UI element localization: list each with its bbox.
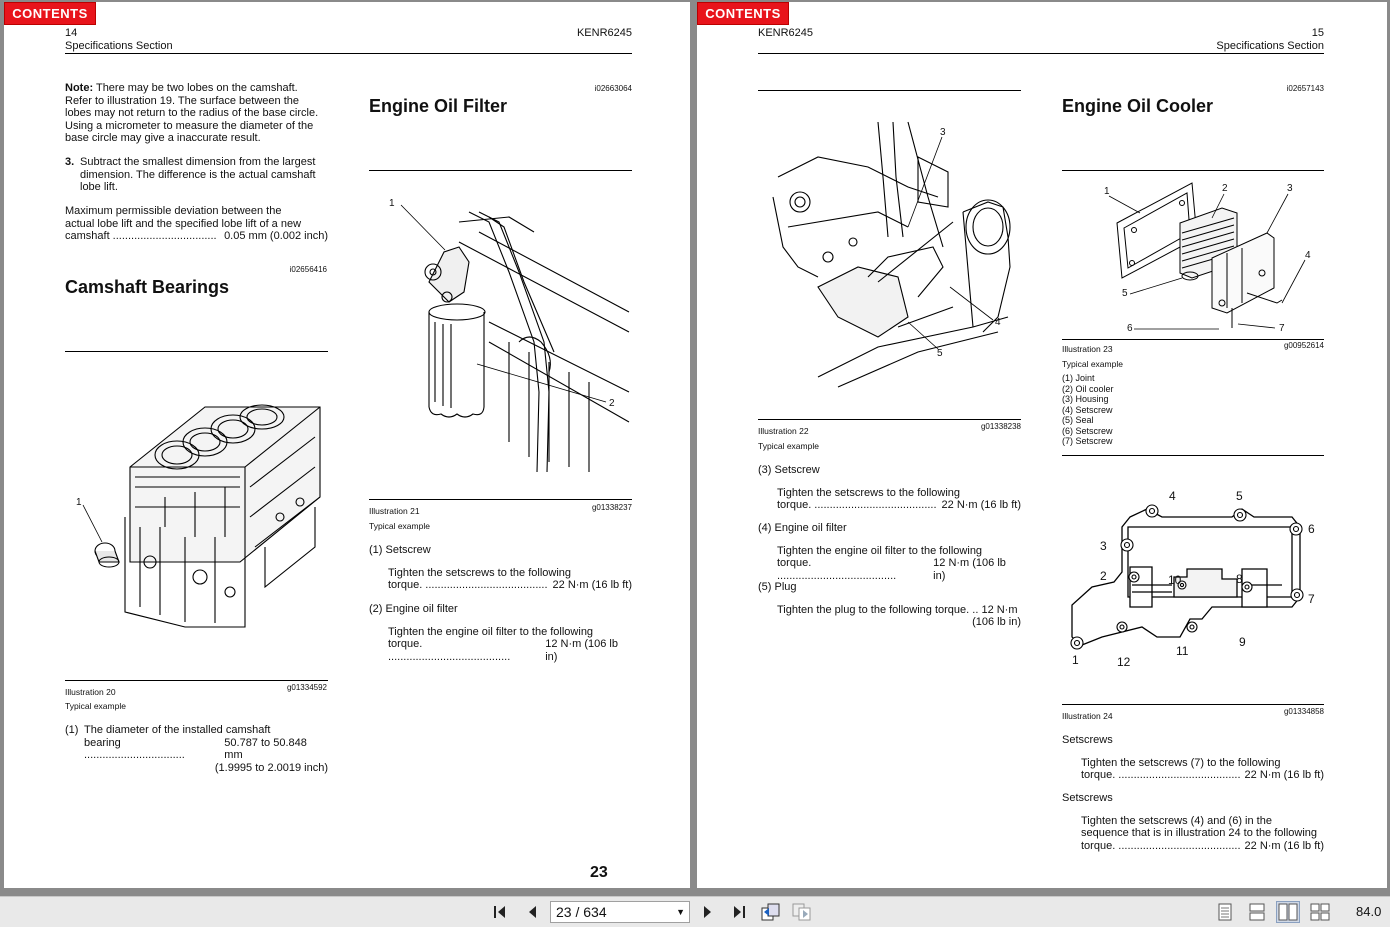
cooler-id: i02657143 (1286, 84, 1324, 93)
filter-oil-filter-item: (2) Engine oil filter Tighten the engine oil filter to the following torque. ........................................ 12 N·m (106 lb in) (369, 603, 618, 663)
ill24-label: Illustration 24 (1062, 711, 1113, 721)
doc-code: KENR6245 (576, 27, 632, 39)
ill23-legend: (1) Joint (2) Oil cooler (3) Housing (4) Setscrew (5) Seal (6) Setscrew (7) Setscrew (1062, 373, 1114, 446)
step-3: 3. Subtract the smallest dimension from the largest dimension. The difference is the actual camshaft lobe lift. (65, 156, 316, 193)
go-back-icon (760, 902, 782, 922)
ill23-callout-4: 4 (1305, 250, 1311, 261)
ill21-callout-1: 1 (389, 198, 395, 209)
ill20-code: g01334592 (286, 683, 327, 692)
previous-page-button[interactable] (520, 901, 544, 923)
left-page (4, 2, 690, 888)
single-page-view-button[interactable] (1213, 901, 1237, 923)
note-paragraph: Note: There may be two lobes on the camshaft. Refer to illustration 19. The surface between the lobes may not return to the radius of the base circle. Using a micrometer to measure the diameter of the base circle may give a inaccurate result. (65, 82, 319, 144)
first-page-button[interactable] (489, 901, 513, 923)
ill23-callout-5: 5 (1122, 288, 1128, 299)
filter-id: i02663064 (594, 84, 632, 93)
viewer-page-number: 23 (590, 864, 608, 881)
illustration-22-figure (758, 117, 1021, 397)
contents-button[interactable]: CONTENTS (4, 2, 96, 25)
ill23-callout-6: 6 (1127, 323, 1133, 334)
ill24-callout-9: 9 (1239, 635, 1246, 649)
item-5-plug: (5) Plug Tighten the plug to the following torque. .. 12 N·m (106 lb in) (758, 581, 1021, 628)
ill21-code: g01338237 (591, 503, 632, 512)
single-page-icon (1218, 903, 1232, 921)
ill21-label: Illustration 21 (369, 506, 420, 516)
continuous-icon (1249, 903, 1265, 921)
ill24-code: g01334858 (1283, 707, 1324, 716)
two-page-icon (1278, 903, 1298, 921)
ill22-caption: Typical example (758, 441, 819, 451)
continuous-view-button[interactable] (1245, 901, 1269, 923)
page-number-right: 15 (1311, 27, 1324, 39)
filter-setscrew-item: (1) Setscrew Tighten the setscrews to the following torque. ........................................ 22 N·m (16 lb ft) (369, 544, 632, 591)
right-page (697, 2, 1387, 888)
illustration-24-figure (1062, 487, 1324, 677)
item-4-oil-filter: (4) Engine oil filter Tighten the engine oil filter to the following torque. ....................................... 12 N·m (106 lb in) (758, 522, 1006, 582)
ill23-label: Illustration 23 (1062, 344, 1113, 354)
ill20-caption: Typical example (65, 701, 126, 711)
illustration-23-figure (1062, 178, 1324, 338)
ill24-callout-11: 11 (1176, 644, 1189, 658)
ill24-callout-4: 4 (1169, 489, 1176, 503)
last-page-icon (730, 904, 748, 920)
section-title-right: Specifications Section (1216, 40, 1324, 52)
ill23-code: g00952614 (1283, 341, 1324, 350)
ill21-callout-2: 2 (609, 398, 615, 409)
ill24-callout-2: 2 (1100, 569, 1107, 583)
ill24-callout-3: 3 (1100, 539, 1107, 553)
item-3-setscrew: (3) Setscrew Tighten the setscrews to the following torque. ........................................ 22 N·m (16 lb ft) (758, 464, 1021, 511)
ill20-callout-1: 1 (76, 497, 82, 508)
ill24-callout-5: 5 (1236, 489, 1243, 503)
next-page-button[interactable] (696, 901, 720, 923)
previous-page-icon (525, 904, 539, 920)
ill23-callout-2: 2 (1222, 183, 1228, 194)
ill24-callout-6: 6 (1308, 522, 1315, 536)
bearings-id: i02656416 (289, 265, 327, 274)
contents-button-right[interactable]: CONTENTS (697, 2, 789, 25)
two-page-continuous-icon (1310, 903, 1330, 921)
ill23-callout-1: 1 (1104, 186, 1110, 197)
setscrews-7-item: Setscrews Tighten the setscrews (7) to the following torque. ........................................ 22 N·m (16 lb ft) (1062, 734, 1324, 781)
ill22-code: g01338238 (980, 422, 1021, 431)
viewer-toolbar (0, 896, 1390, 927)
go-forward-icon (791, 902, 813, 922)
page-dropdown-icon[interactable]: ▼ (676, 907, 685, 917)
ill24-callout-7: 7 (1308, 592, 1315, 606)
max-deviation-paragraph: Maximum permissible deviation between the actual lobe lift and the specified lobe lift of a new camshaft .................................. 0.05 mm (0.002 inch) (65, 205, 328, 242)
first-page-icon (492, 904, 510, 920)
camshaft-bearings-heading: Camshaft Bearings (65, 277, 230, 297)
illustration-21-figure (369, 192, 632, 492)
ill24-callout-12: 12 (1117, 655, 1131, 669)
ill23-callout-7: 7 (1279, 323, 1285, 334)
section-title: Specifications Section (65, 40, 173, 52)
go-back-button[interactable] (759, 901, 783, 923)
ill24-callout-10: 10 (1168, 573, 1182, 587)
ill21-caption: Typical example (369, 521, 430, 531)
next-page-icon (701, 904, 715, 920)
ill22-label: Illustration 22 (758, 426, 809, 436)
page-number-input[interactable]: 23 / 634 ▼ (550, 901, 690, 923)
ill23-caption: Typical example (1062, 359, 1123, 369)
engine-oil-cooler-heading: Engine Oil Cooler (1062, 96, 1214, 116)
engine-oil-filter-heading: Engine Oil Filter (369, 96, 508, 116)
illustration-20-figure (65, 387, 328, 637)
ill24-callout-8: 8 (1236, 572, 1243, 586)
doc-code-right: KENR6245 (758, 27, 814, 39)
setscrews-4-6-item: Setscrews Tighten the setscrews (4) and (6) in the sequence that is in illustration 24 to the following torque. ........................................ 22 N·m (16 lb ft) (1062, 792, 1324, 852)
ill22-callout-4: 4 (995, 317, 1001, 328)
ill22-callout-5: 5 (937, 348, 943, 359)
ill22-callout-3: 3 (940, 127, 946, 138)
page-number: 14 (65, 27, 78, 39)
two-page-view-button[interactable] (1276, 901, 1300, 923)
ill20-label: Illustration 20 (65, 687, 116, 697)
zoom-level[interactable]: 84.0 (1356, 904, 1382, 919)
ill23-callout-3: 3 (1287, 183, 1293, 194)
bearing-diameter-item: (1) The diameter of the installed camshaft bearing ................................. 50.787 to 50.848 mm (1.9995 to 2.0019 inch) (65, 724, 328, 774)
go-forward-button[interactable] (790, 901, 814, 923)
last-page-button[interactable] (727, 901, 751, 923)
ill24-callout-1: 1 (1072, 653, 1079, 667)
two-page-continuous-button[interactable] (1308, 901, 1332, 923)
